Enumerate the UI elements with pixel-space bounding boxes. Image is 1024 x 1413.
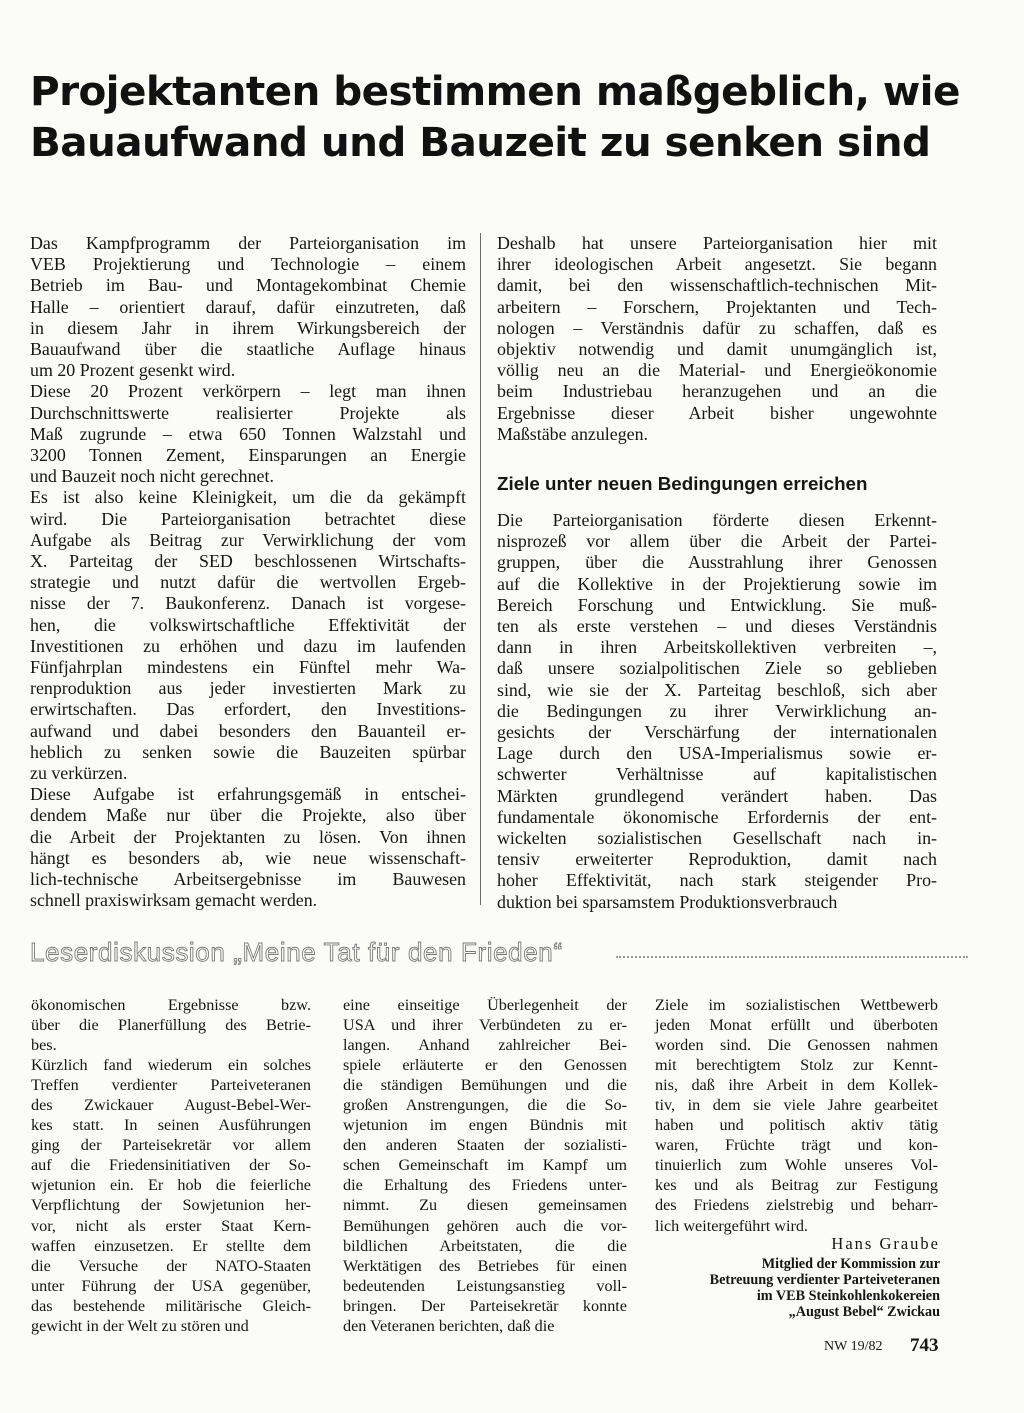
paragraph bbox=[31, 1055, 311, 1336]
text-line: renproduktion aus jeder investierten Mark zu bbox=[30, 678, 466, 699]
text-line: ten als erste verstehen – und dieses Verständnis bbox=[497, 616, 937, 637]
text-line: hen, die volkswirtschaftliche Effektivität der bbox=[30, 614, 466, 635]
text-line: ökonomischen Ergebnisse bzw. bbox=[31, 996, 311, 1014]
text-line: Diese 20 Prozent verkörpern – legt man ihnen bbox=[30, 381, 466, 402]
text-line: und Bauzeit noch nicht gerechnet. bbox=[30, 466, 274, 487]
text-line: um 20 Prozent gesenkt wird. bbox=[30, 360, 236, 381]
paragraph bbox=[31, 995, 311, 1055]
text-line: wjetunion im engen Bündnis mit bbox=[343, 1116, 627, 1135]
text-line: ging der Parteisekretär vor allem bbox=[31, 1136, 311, 1155]
text-line: großen Anstrengungen, die die So- bbox=[343, 1096, 627, 1115]
text-line: Lage durch den USA-Imperialismus sowie er- bbox=[497, 743, 937, 764]
text-line: kes statt. In seinen Ausführungen bbox=[31, 1116, 311, 1135]
text-line: Aufgabe als Beitrag zur Verwirklichung der vom bbox=[30, 529, 466, 550]
author-title-line-3: im VEB Steinkohlenkokereien bbox=[756, 1288, 940, 1304]
text-line: Ziele im sozialistischen Wettbewerb bbox=[655, 996, 938, 1014]
author-title-line-2: Betreuung verdienter Parteiveteranen bbox=[709, 1272, 940, 1288]
text-line: hängt es besonders ab, wie neue wissenschaft- bbox=[30, 847, 466, 868]
text-line: gewicht in der Welt zu stören und bbox=[31, 1316, 249, 1335]
subheading: Ziele unter neuen Bedingungen erreichen bbox=[497, 473, 868, 495]
text-line: dendem Maße nur über die Projekte, also über bbox=[30, 805, 466, 826]
column-left bbox=[30, 233, 466, 912]
text-line: bringen. Der Parteisekretär konnte bbox=[343, 1296, 627, 1315]
text-line: schnell praxiswirksam gemacht werden. bbox=[30, 890, 318, 911]
bottom-column-3 bbox=[655, 995, 938, 1236]
text-line: auf die Friedensinitiativen der So- bbox=[31, 1156, 311, 1175]
text-line: mit berechtigtem Stolz zur Kennt- bbox=[655, 1056, 938, 1075]
column-right bbox=[497, 233, 937, 913]
text-line: Die Parteiorganisation förderte diesen Erkennt- bbox=[497, 510, 937, 531]
text-line: duktion bei sparsamstem Produktionsverbrauch bbox=[497, 891, 838, 912]
text-line: Diese Aufgabe ist erfahrungsgemäß in entschei- bbox=[30, 784, 466, 805]
text-line: gesichts der Verschärfung der internationalen bbox=[497, 722, 937, 743]
text-line: spiele erläuterte er den Genossen bbox=[343, 1056, 627, 1075]
text-line: des Friedens zielstrebig und beharr- bbox=[655, 1196, 938, 1215]
text-line: schwerter Verhältnisse auf kapitalistischen bbox=[497, 764, 937, 785]
text-line: die Bedingungen zu ihrer Verwirklichung an- bbox=[497, 700, 937, 721]
text-line: die Erhaltung des Friedens unter- bbox=[343, 1176, 627, 1195]
text-line: auf die Kollektive in der Projektierung sowie im bbox=[497, 573, 937, 594]
text-line: das bestehende militärische Gleich- bbox=[31, 1296, 311, 1315]
text-line: beim Industriebau heranzugehen und an die bbox=[497, 381, 937, 402]
text-line: Maßstäbe anzulegen. bbox=[497, 423, 649, 444]
author-title-line-4: „August Bebel“ Zwickau bbox=[788, 1304, 940, 1320]
text-line: Halle – orientiert darauf, dafür einzutreten, daß bbox=[30, 296, 466, 317]
text-line: tensiv erweiterter Reproduktion, damit nach bbox=[497, 849, 937, 870]
text-line: schen Gemeinschaft im Kampf um bbox=[343, 1156, 627, 1175]
text-line: Fünfjahrplan mindestens ein Fünftel mehr Wa- bbox=[30, 657, 466, 678]
text-line: Ergebnisse dieser Arbeit bisher ungewohnte bbox=[497, 402, 937, 423]
paragraph bbox=[30, 381, 466, 487]
text-line: kes und als Beitrag zur Festigung bbox=[655, 1176, 938, 1195]
page-number: 743 bbox=[910, 1335, 939, 1356]
text-line: nis, daß ihre Arbeit in dem Kollek- bbox=[655, 1076, 938, 1095]
text-line: hoher Effektivität, nach stark steigender Pro- bbox=[497, 870, 937, 891]
text-line: Werktätigen des Betriebes für einen bbox=[343, 1256, 627, 1275]
text-line: Das Kampfprogramm der Parteiorganisation im bbox=[30, 233, 466, 253]
text-line: Bemühungen gehören auch die vor- bbox=[343, 1216, 627, 1235]
text-line: Kürzlich fand wiederum ein solches bbox=[31, 1056, 311, 1075]
text-line: daß unsere sozialpolitischen Ziele so geblieben bbox=[497, 658, 937, 679]
issue-code: NW 19/82 bbox=[824, 1339, 883, 1354]
text-line: heblich zu senken sowie die Bauzeiten spürbar bbox=[30, 741, 466, 762]
paragraph bbox=[343, 995, 627, 1336]
paragraph bbox=[655, 995, 938, 1236]
text-line: aufwand und dabei besonders den Bauanteil er- bbox=[30, 720, 466, 741]
paragraph bbox=[30, 233, 466, 381]
column-divider bbox=[480, 233, 481, 905]
text-line: die Arbeit der Projektanten zu lösen. Von ihnen bbox=[30, 826, 466, 847]
text-line: dann in ihren Arbeitskollektiven verbreiten –, bbox=[497, 637, 937, 658]
text-line: über die Planerfüllung des Betrie- bbox=[31, 1016, 311, 1035]
text-line: gruppen, über die Ausstrahlung ihrer Genossen bbox=[497, 552, 937, 573]
text-line: nisse der 7. Baukonferenz. Danach ist vorgese- bbox=[30, 593, 466, 614]
text-line: den Veteranen berichten, daß die bbox=[343, 1316, 555, 1335]
text-line: Märkten grundlegend verändert haben. Das bbox=[497, 785, 937, 806]
headline-line-2: Bauaufwand und Bauzeit zu senken sind bbox=[30, 118, 931, 166]
paragraph bbox=[30, 784, 466, 911]
author-title-line-1: Mitglied der Kommission zur bbox=[761, 1256, 940, 1272]
text-line: jeden Monat erfüllt und überboten bbox=[655, 1016, 938, 1035]
text-line: strategie und nutzt dafür die wertvollen Ergeb- bbox=[30, 572, 466, 593]
banner-rule bbox=[616, 956, 968, 960]
text-line: fundamentale ökonomische Erfordernis der ent- bbox=[497, 806, 937, 827]
text-line: waffen einzusetzen. Er stellte dem bbox=[31, 1236, 311, 1255]
article-headline bbox=[30, 66, 990, 168]
text-line: bes. bbox=[31, 1036, 57, 1055]
text-line: die Versuche der NATO-Staaten bbox=[31, 1256, 311, 1275]
text-line: den anderen Staaten der sozialisti- bbox=[343, 1136, 627, 1155]
right-paragraph-1 bbox=[497, 233, 937, 445]
text-line: Treffen verdienter Parteiveteranen bbox=[31, 1076, 311, 1095]
text-line: 3200 Tonnen Zement, Einsparungen an Energie bbox=[30, 445, 466, 466]
text-line: vor, nicht als erster Staat Kern- bbox=[31, 1216, 311, 1235]
text-line: eine einseitige Überlegenheit der bbox=[343, 996, 627, 1014]
text-line: bildlichen Arbeitstaten, die die bbox=[343, 1236, 627, 1255]
text-line: worden sind. Die Genossen nahmen bbox=[655, 1036, 938, 1055]
paragraph bbox=[497, 233, 937, 445]
text-line: wickelten sozialistischen Gesellschaft nach in- bbox=[497, 828, 937, 849]
text-line: lich weitergeführt wird. bbox=[655, 1216, 808, 1235]
section-banner bbox=[30, 933, 990, 973]
text-line: wjetunion ein. Er hob die feierliche bbox=[31, 1176, 311, 1195]
text-line: VEB Projektierung und Technologie – einem bbox=[30, 254, 466, 275]
paragraph bbox=[497, 510, 937, 913]
text-line: tiv, in dem sie viele Jahre gearbeitet bbox=[655, 1096, 938, 1115]
text-line: nimmt. Zu diesen gemeinsamen bbox=[343, 1196, 627, 1215]
text-line: Bereich Forschung und Entwicklung. Sie muß- bbox=[497, 594, 937, 615]
text-line: waren, Früchte trägt und kon- bbox=[655, 1136, 938, 1155]
text-line: Betrieb im Bau- und Montagekombinat Chemie bbox=[30, 275, 466, 296]
text-line: Durchschnittswerte realisierter Projekte als bbox=[30, 402, 466, 423]
right-paragraph-2 bbox=[497, 510, 937, 913]
text-line: Es ist also keine Kleinigkeit, um die da gekämpft bbox=[30, 487, 466, 508]
text-line: Deshalb hat unsere Parteiorganisation hier mit bbox=[497, 233, 937, 253]
text-line: tinuierlich zum Wohle unseres Vol- bbox=[655, 1156, 938, 1175]
banner-title: Leserdiskussion „Meine Tat für den Frieden“ bbox=[30, 937, 563, 967]
text-line: ihrer ideologischen Arbeit angesetzt. Sie begann bbox=[497, 254, 937, 275]
text-line: Verpflichtung der Sowjetunion her- bbox=[31, 1196, 311, 1215]
text-line: arbeitern – Forschern, Projektanten und Tech- bbox=[497, 296, 937, 317]
headline-line-1: Projektanten bestimmen maßgeblich, wie bbox=[30, 67, 960, 115]
text-line: Maß zugrunde – etwa 650 Tonnen Walzstahl und bbox=[30, 423, 466, 444]
text-line: des Zwickauer August-Bebel-Wer- bbox=[31, 1096, 311, 1115]
text-line: völlig neu an die Material- und Energieökonomie bbox=[497, 360, 937, 381]
text-line: unter Führung der USA gegenüber, bbox=[31, 1276, 311, 1295]
text-line: nologen – Verständnis dafür zu schaffen, daß es bbox=[497, 317, 937, 338]
text-line: X. Parteitag der SED beschlossenen Wirtschafts- bbox=[30, 551, 466, 572]
author-name: Hans Graube bbox=[831, 1234, 940, 1253]
text-line: haben und politisch aktiv tätig bbox=[655, 1116, 938, 1135]
text-line: wird. Die Parteiorganisation betrachtet diese bbox=[30, 508, 466, 529]
text-line: bedeutenden Leistungsanstieg voll- bbox=[343, 1276, 627, 1295]
text-line: USA und ihrer Verbündeten zu er- bbox=[343, 1016, 627, 1035]
bottom-column-2 bbox=[343, 995, 627, 1336]
text-line: zu verkürzen. bbox=[30, 763, 128, 784]
text-line: langen. Anhand zahlreicher Bei- bbox=[343, 1036, 627, 1055]
text-line: in diesem Jahr in ihrem Wirkungsbereich der bbox=[30, 317, 466, 338]
text-line: die ständigen Bemühungen und die bbox=[343, 1076, 627, 1095]
bottom-column-1 bbox=[31, 995, 311, 1336]
text-line: lich-technische Arbeitsergebnisse im Bauwesen bbox=[30, 869, 466, 890]
text-line: objektiv notwendig und damit unumgänglich ist, bbox=[497, 339, 937, 360]
text-line: Bauaufwand über die staatliche Auflage hinaus bbox=[30, 339, 466, 360]
text-line: nisprozeß vor allem über die Arbeit der Partei- bbox=[497, 531, 937, 552]
paragraph bbox=[30, 487, 466, 784]
text-line: sind, wie sie der X. Parteitag beschloß, sich aber bbox=[497, 679, 937, 700]
text-line: erwirtschaften. Das erfordert, den Investitions- bbox=[30, 699, 466, 720]
text-line: damit, bei den wissenschaftlich-technischen Mit- bbox=[497, 275, 937, 296]
text-line: Investitionen zu erhöhen und dazu im laufenden bbox=[30, 635, 466, 656]
